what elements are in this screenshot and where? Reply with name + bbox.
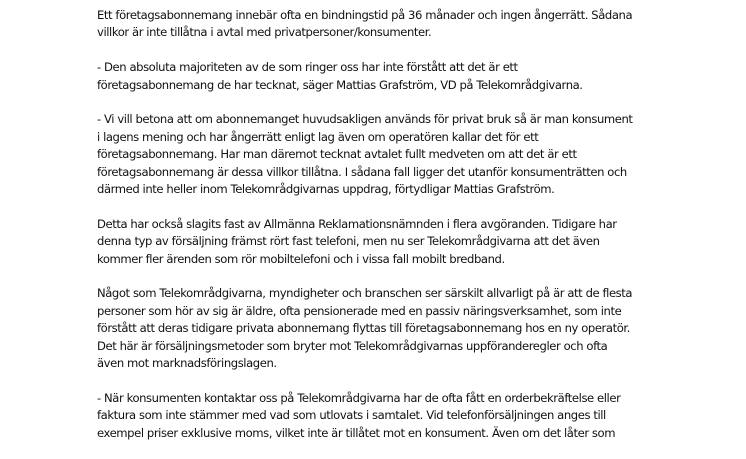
text-line: därmed inte heller inom Telekområdgivarnas uppdrag, förtydligar Mattias Grafström. — [97, 182, 555, 197]
text-line: Detta har också slagits fast av Allmänna Reklamationsnämnden i flera avgöranden. Tidigare har — [97, 216, 617, 231]
text-line: kommer fler ärenden som rör mobiltelefoni och i vissa fall mobilt bredband. — [97, 251, 505, 266]
text-line: företagsabonnemang. Har man däremot tecknat avtalet fullt medveten om att det är ett — [97, 147, 577, 162]
text-line: - Den absoluta majoriteten av de som ringer oss har inte förstått att det är ett — [97, 60, 518, 75]
paragraph-4 — [97, 216, 657, 268]
text-line: i lagens mening och har ångerrätt enligt lag även om operatören kallar det för ett — [97, 129, 539, 144]
text-line: personer som hör av sig är äldre, ofta pensionerade med en passiv näringsverksamhet, som inte — [97, 303, 622, 318]
paragraph-2 — [97, 59, 657, 94]
paragraph-3 — [97, 111, 657, 198]
text-line: Något som Telekområdgivarna, myndigheter och branschen ser särskilt allvarligt på är att de flesta — [97, 286, 633, 301]
text-line: företagsabonnemang är dessa villkor tillåtna. I sådana fall ligger det utanför konsumenträtten och — [97, 164, 627, 179]
text-line: även mot marknadsföringslagen. — [97, 356, 277, 371]
text-line: Det här är försäljningsmetoder som bryter mot Telekområdgivarnas uppföranderegler och ofta — [97, 338, 608, 353]
text-line: företagsabonnemang de har tecknat, säger Mattias Grafström, VD på Telekområdgivarna. — [97, 77, 583, 92]
text-line: Ett företagsabonnemang innebär ofta en bindningstid på 36 månader och ingen ångerrätt. Sådana — [97, 8, 633, 22]
paragraph-6 — [97, 390, 657, 442]
text-line: denna typ av försäljning främst rört fast telefoni, men nu ser Telekområdgivarna att det även — [97, 234, 600, 249]
text-line: förstått att deras tidigare privata abonnemang flyttas till företagsabonnemang hos en ny operatör. — [97, 321, 630, 336]
text-line: - Vi vill betona att om abonnemanget huvudsakligen används för privat bruk så är man konsument — [97, 112, 633, 127]
text-line: faktura som inte stämmer med vad som utlovats i samtalet. Vid telefonförsäljningen anges till — [97, 408, 606, 423]
text-line: villkor är inte tillåtna i avtal med privatpersoner/konsumenter. — [97, 25, 432, 40]
paragraph-1 — [97, 7, 657, 42]
text-line: - När konsumenten kontaktar oss på Telekområdgivarna har de ofta fått en orderbekräftelse eller — [97, 390, 621, 405]
document-body — [97, 7, 657, 459]
text-line: exempel priser exklusive moms, vilket inte är tillåtet mot en konsument. Även om det låter som — [97, 425, 616, 440]
paragraph-5 — [97, 285, 657, 372]
